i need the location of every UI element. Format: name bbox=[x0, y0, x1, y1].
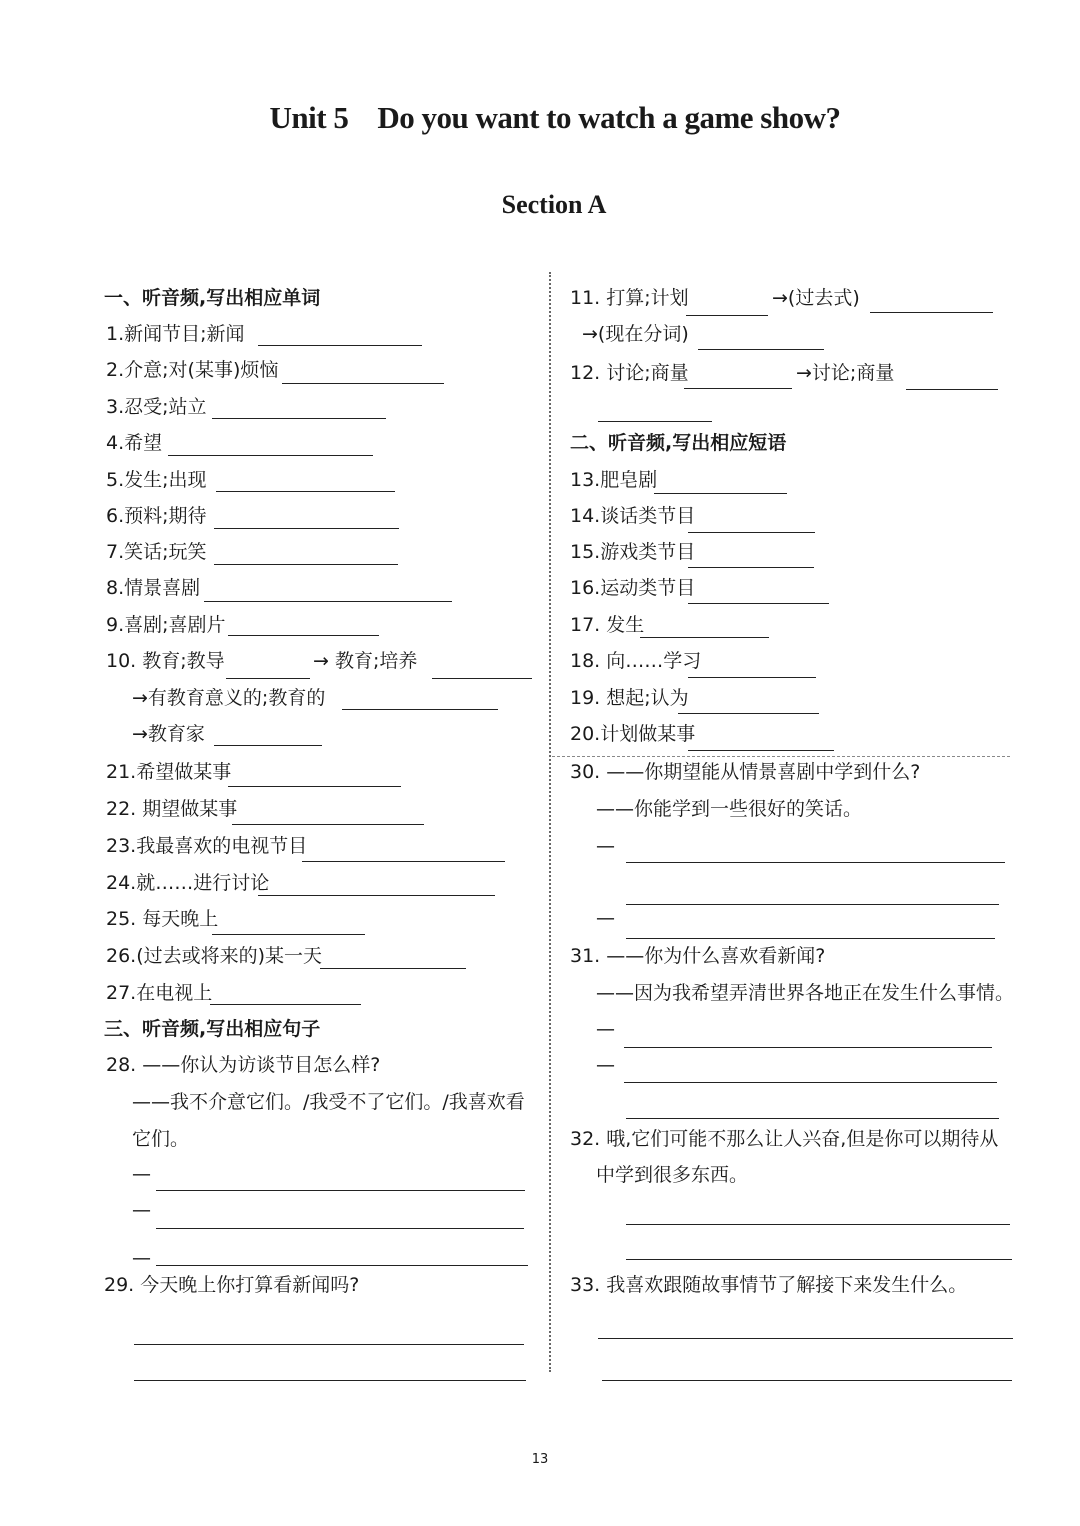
item-5: 5.发生;出现 bbox=[106, 469, 207, 491]
answer-line bbox=[598, 1338, 1013, 1339]
answer-line bbox=[156, 1190, 525, 1191]
answer-line bbox=[626, 1118, 999, 1119]
answer-line bbox=[258, 895, 495, 896]
item-19: 19. 想起;认为 bbox=[570, 687, 689, 709]
item-23: 23.我最喜欢的电视节目 bbox=[106, 835, 308, 857]
dash: — bbox=[596, 1054, 615, 1076]
item-7: 7.笑话;玩笑 bbox=[106, 541, 207, 563]
dash: — bbox=[132, 1163, 151, 1185]
dash: — bbox=[596, 907, 615, 929]
answer-line bbox=[228, 786, 401, 787]
answer-line bbox=[258, 345, 422, 346]
page-title: Unit 5 Do you want to watch a game show? bbox=[269, 100, 841, 135]
answer-line bbox=[134, 1344, 524, 1345]
answer-line bbox=[626, 1224, 1010, 1225]
answer-line bbox=[210, 1004, 361, 1005]
answer-line bbox=[204, 601, 452, 602]
item-10b: → 教育;培养 bbox=[313, 650, 418, 672]
answer-line bbox=[688, 677, 816, 678]
answer-line bbox=[688, 532, 815, 533]
item-1: 1.新闻节目;新闻 bbox=[106, 323, 245, 345]
answer-line bbox=[216, 491, 395, 492]
item-14: 14.谈话类节目 bbox=[570, 505, 696, 527]
q32-question-cont: 中学到很多东西。 bbox=[596, 1164, 749, 1186]
item-17: 17. 发生 bbox=[570, 614, 645, 636]
q28-answer: ——我不介意它们。/我受不了它们。/我喜欢看 bbox=[132, 1091, 525, 1113]
answer-line bbox=[640, 637, 769, 638]
page-number: 13 bbox=[531, 1452, 549, 1467]
answer-line bbox=[214, 564, 398, 565]
answer-line bbox=[626, 938, 995, 939]
item-6: 6.预料;期待 bbox=[106, 505, 207, 527]
answer-line bbox=[686, 315, 768, 316]
dash: — bbox=[132, 1247, 151, 1269]
answer-line bbox=[302, 861, 505, 862]
item-12b: →讨论;商量 bbox=[796, 362, 895, 384]
answer-line bbox=[168, 455, 373, 456]
answer-line bbox=[688, 567, 814, 568]
item-20: 20.计划做某事 bbox=[570, 723, 696, 745]
answer-line bbox=[624, 1047, 992, 1048]
answer-line bbox=[698, 349, 824, 350]
answer-line bbox=[626, 1259, 1012, 1260]
item-10d: →教育家 bbox=[132, 723, 205, 745]
answer-line bbox=[156, 1265, 528, 1266]
item-24: 24.就……进行讨论 bbox=[106, 872, 270, 894]
answer-line bbox=[654, 493, 787, 494]
answer-line bbox=[678, 713, 819, 714]
answer-line bbox=[214, 745, 322, 746]
answer-line bbox=[342, 709, 498, 710]
answer-line bbox=[684, 388, 792, 389]
q31-answer: ——因为我希望弄清世界各地正在发生什么事情。 bbox=[596, 982, 1015, 1004]
item-13: 13.肥皂剧 bbox=[570, 469, 658, 491]
q29-question: 29. 今天晚上你打算看新闻吗? bbox=[104, 1274, 360, 1296]
q28-answer-cont: 它们。 bbox=[132, 1128, 190, 1150]
item-21: 21.希望做某事 bbox=[106, 761, 232, 783]
item-15: 15.游戏类节目 bbox=[570, 541, 696, 563]
item-22: 22. 期望做某事 bbox=[106, 798, 238, 820]
answer-line bbox=[688, 750, 834, 751]
part3-heading: 三、听音频,写出相应句子 bbox=[104, 1018, 321, 1040]
dash: — bbox=[132, 1199, 151, 1221]
item-3: 3.忍受;站立 bbox=[106, 396, 207, 418]
q28-question: 28. ——你认为访谈节目怎么样? bbox=[106, 1054, 381, 1076]
answer-line bbox=[432, 678, 532, 679]
part2-heading: 二、听音频,写出相应短语 bbox=[570, 432, 787, 454]
answer-line bbox=[598, 421, 712, 422]
item-16: 16.运动类节目 bbox=[570, 577, 696, 599]
answer-line bbox=[134, 1380, 526, 1381]
answer-line bbox=[626, 904, 999, 905]
answer-line bbox=[320, 968, 466, 969]
answer-line bbox=[232, 824, 424, 825]
q32-question: 32. 哦,它们可能不那么让人兴奋,但是你可以期待从 bbox=[570, 1128, 999, 1150]
item-9: 9.喜剧;喜剧片 bbox=[106, 614, 226, 636]
section-title: Section A bbox=[501, 190, 607, 219]
answer-line bbox=[226, 678, 310, 679]
q31-question: 31. ——你为什么喜欢看新闻? bbox=[570, 945, 826, 967]
answer-line bbox=[212, 934, 365, 935]
answer-line bbox=[212, 418, 386, 419]
item-10c: →有教育意义的;教育的 bbox=[132, 687, 326, 709]
answer-line bbox=[602, 1380, 1012, 1381]
item-11c: →(现在分词) bbox=[582, 323, 689, 345]
part1-heading: 一、听音频,写出相应单词 bbox=[104, 287, 321, 309]
answer-line bbox=[214, 528, 399, 529]
item-4: 4.希望 bbox=[106, 432, 163, 454]
item-25: 25. 每天晚上 bbox=[106, 908, 219, 930]
answer-line bbox=[688, 603, 829, 604]
item-18: 18. 向……学习 bbox=[570, 650, 702, 672]
item-11a: 11. 打算;计划 bbox=[570, 287, 689, 309]
column-divider bbox=[549, 272, 551, 1372]
item-11b: →(过去式) bbox=[772, 287, 860, 309]
q33-question: 33. 我喜欢跟随故事情节了解接下来发生什么。 bbox=[570, 1274, 968, 1296]
answer-line bbox=[626, 862, 1005, 863]
q30-question: 30. ——你期望能从情景喜剧中学到什么? bbox=[570, 761, 921, 783]
item-8: 8.情景喜剧 bbox=[106, 577, 201, 599]
answer-line bbox=[282, 383, 444, 384]
q30-answer: ——你能学到一些很好的笑话。 bbox=[596, 798, 863, 820]
item-27: 27.在电视上 bbox=[106, 982, 213, 1004]
answer-line bbox=[156, 1228, 524, 1229]
item-12a: 12. 讨论;商量 bbox=[570, 362, 689, 384]
answer-line bbox=[870, 312, 993, 313]
item-2: 2.介意;对(某事)烦恼 bbox=[106, 359, 279, 381]
item-26: 26.(过去或将来的)某一天 bbox=[106, 945, 323, 967]
row-divider bbox=[552, 756, 1010, 757]
dash: — bbox=[596, 835, 615, 857]
dash: — bbox=[596, 1018, 615, 1040]
answer-line bbox=[906, 389, 998, 390]
answer-line bbox=[228, 635, 379, 636]
answer-line bbox=[624, 1082, 997, 1083]
item-10a: 10. 教育;教导 bbox=[106, 650, 225, 672]
